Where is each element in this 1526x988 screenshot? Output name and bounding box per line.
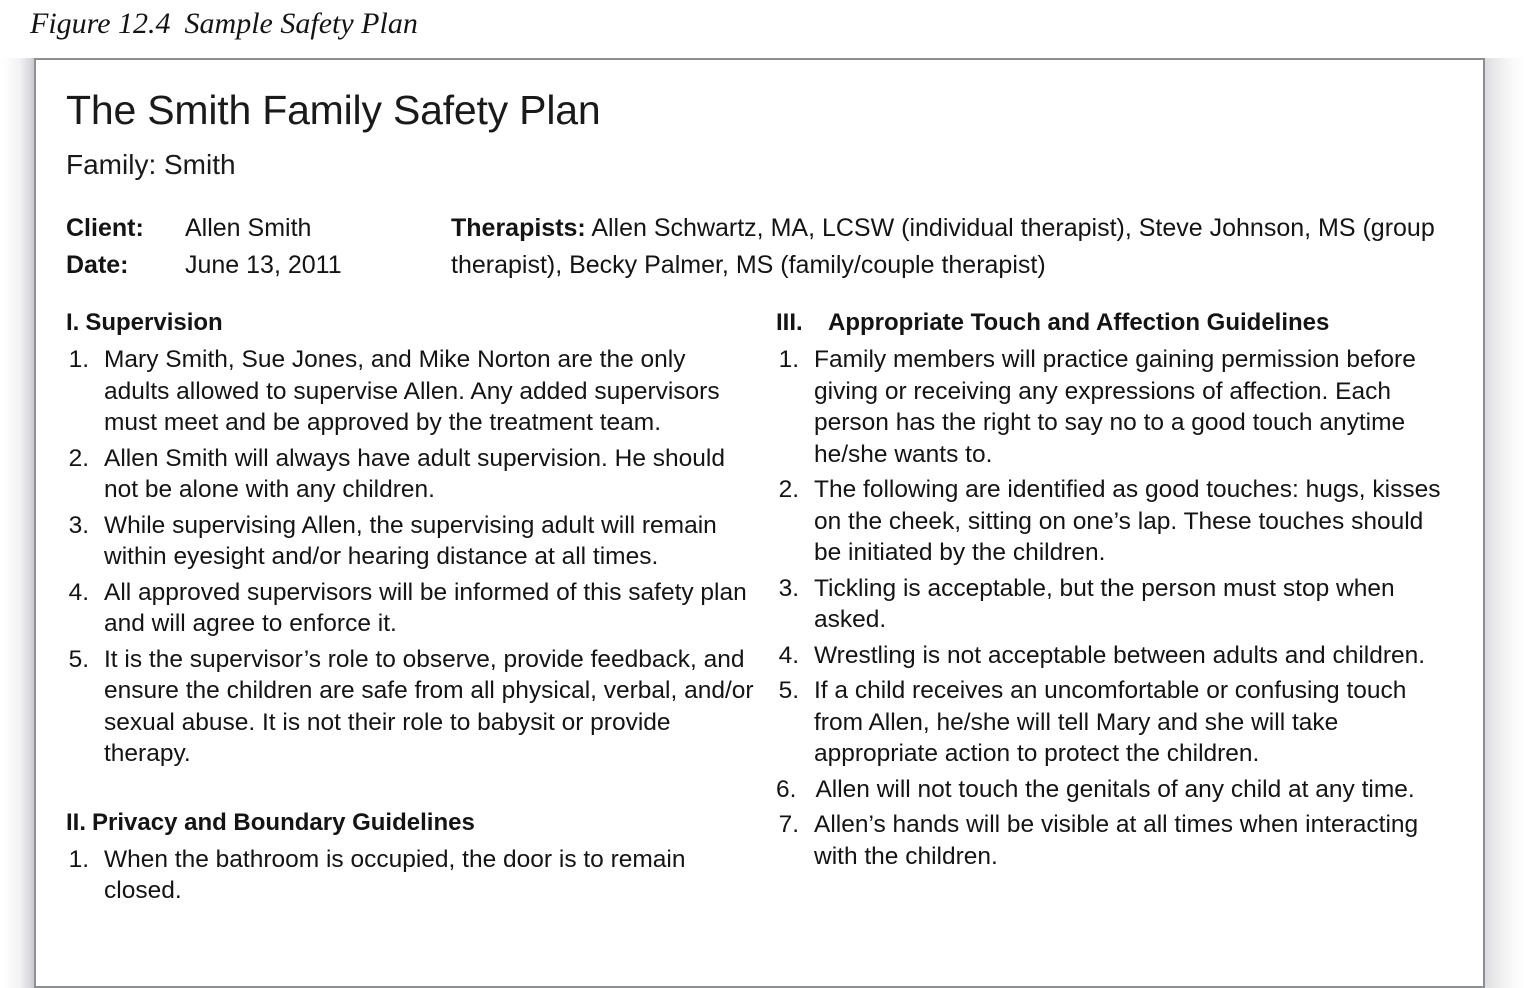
list-item-text: It is the supervisor’s role to observe, provide feedback, and ensure the children are safe from all physical, verbal, and/or sexual abuse. It is not their role to babysit or provide therapy. (104, 645, 754, 767)
plan-title: The Smith Family Safety Plan (66, 87, 601, 133)
section-number-i: I. (66, 309, 80, 336)
list-marker: 6. (776, 775, 797, 803)
figure-title: Sample Safety Plan (184, 7, 418, 40)
date-label: Date: (66, 251, 129, 279)
list-marker: 4. (68, 578, 89, 606)
section-number-iii: III. (776, 309, 803, 336)
list-item (776, 344, 1456, 470)
list-item-text: All approved supervisors will be informed of this safety plan and will agree to enforce it. (104, 578, 747, 637)
section-ii-list (66, 844, 756, 907)
list-item (776, 809, 1456, 872)
list-marker: 3. (778, 574, 799, 602)
client-value: Allen Smith (185, 214, 312, 242)
section-heading-ii (66, 808, 756, 838)
list-item (66, 844, 756, 907)
figure-caption (30, 4, 418, 44)
list-marker: 7. (778, 811, 799, 838)
list-item (776, 573, 1456, 636)
list-item-text: If a child receives an uncomfortable or confusing touch from Allen, he/she will tell Mary and she will take appropriate action to protect the children. (814, 677, 1407, 767)
section-title-i: Supervision (85, 309, 223, 336)
section-title-ii: Privacy and Boundary Guidelines (92, 808, 475, 836)
therapists-value: Allen Schwartz, MA, LCSW (individual therapist), Steve Johnson, MS (group therapist), Becky Palmer, MS (family/couple therapist) (451, 214, 1435, 279)
list-item-text: Allen’s hands will be visible at all times when interacting with the children. (814, 811, 1419, 870)
client-row (66, 210, 451, 247)
plan-column-right (776, 308, 1456, 876)
plan-column-left (66, 308, 756, 911)
list-item-text: While supervising Allen, the supervising adult will remain within eyesight and/or hearing distance at all times. (104, 511, 717, 570)
list-item (66, 577, 756, 640)
meta-left-group (66, 210, 451, 284)
list-item (776, 640, 1456, 672)
date-value: June 13, 2011 (185, 251, 342, 279)
list-marker: 5. (68, 645, 89, 673)
list-item-text: Allen will not touch the genitals of any child at any time. (815, 775, 1415, 803)
therapists-row (451, 210, 1456, 284)
list-item (66, 443, 756, 506)
plan-family-line: Family: Smith (66, 149, 236, 180)
figure-number: Figure 12.4 (30, 7, 171, 40)
box-shadow-left (0, 58, 34, 988)
list-item (66, 510, 756, 573)
list-marker: 2. (68, 444, 89, 472)
list-marker: 2. (778, 476, 799, 503)
list-item (776, 774, 1456, 806)
section-title-iii: Appropriate Touch and Affection Guidelines (828, 309, 1330, 336)
list-marker: 1. (68, 346, 89, 373)
section-number-ii: II. (66, 808, 87, 836)
list-item (776, 675, 1456, 770)
list-item (66, 644, 756, 770)
list-item (776, 474, 1456, 569)
client-label: Client: (66, 214, 144, 242)
date-row (66, 247, 451, 284)
section-spacer (66, 774, 756, 808)
section-heading-iii (776, 308, 1456, 338)
box-shadow-right (1485, 58, 1526, 988)
plan-meta-block (66, 210, 1457, 288)
list-marker: 4. (778, 641, 799, 669)
therapists-label: Therapists: (451, 214, 586, 242)
section-iii-list (776, 344, 1456, 872)
safety-plan-box (34, 58, 1485, 988)
list-item-text: The following are identified as good touches: hugs, kisses on the cheek, sitting on one’s lap. These touches should be initiated by the children. (814, 476, 1441, 566)
section-i-list (66, 344, 756, 770)
list-item-text: Tickling is acceptable, but the person must stop when asked. (814, 574, 1395, 633)
list-marker: 1. (68, 845, 89, 873)
list-item (66, 344, 756, 439)
section-heading-i (66, 308, 756, 338)
list-item-text: Family members will practice gaining permission before giving or receiving any expressions of affection. Each person has the right to say no to a good touch anytime he/she wants to. (814, 346, 1416, 468)
list-item-text: Allen Smith will always have adult supervision. He should not be alone with any children. (104, 444, 725, 503)
list-marker: 3. (68, 511, 89, 539)
list-item-text: When the bathroom is occupied, the door is to remain closed. (104, 845, 686, 904)
list-marker: 5. (778, 677, 799, 704)
list-item-text: Wrestling is not acceptable between adults and children. (814, 641, 1426, 669)
list-item-text: Mary Smith, Sue Jones, and Mike Norton are the only adults allowed to supervise Allen. Any added supervisors must meet and be approved by the treatment team. (104, 346, 720, 436)
list-marker: 1. (778, 346, 799, 373)
